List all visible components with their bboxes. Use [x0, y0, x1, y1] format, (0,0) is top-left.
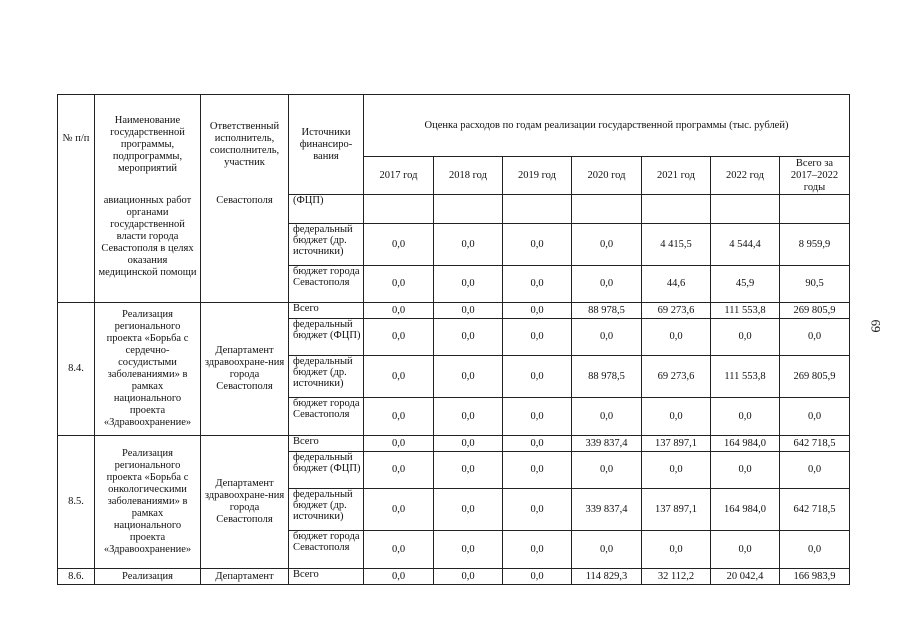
header-name: Наименование государственной программы, подпрограммы, мероприятий	[95, 95, 201, 195]
value-cell: 20 042,4	[711, 569, 780, 585]
value-cell: 0,0	[434, 452, 503, 489]
value-cell: 0,0	[434, 398, 503, 436]
value-cell: 0,0	[711, 452, 780, 489]
value-cell	[572, 195, 642, 224]
value-cell: 0,0	[434, 356, 503, 398]
value-cell	[503, 195, 572, 224]
header-year: 2017 год	[364, 157, 434, 195]
value-cell: 0,0	[364, 531, 434, 569]
value-cell: 642 718,5	[780, 489, 850, 531]
row-name: Реализация регионального проекта «Борьба с онкологическими заболеваниями» в рамках национального проекта «Здравоохранение»	[95, 436, 201, 569]
value-cell: 0,0	[642, 452, 711, 489]
page-number: 69	[868, 319, 884, 333]
header-year: 2018 год	[434, 157, 503, 195]
row-num: 8.5.	[58, 436, 95, 569]
row-num: 8.6.	[58, 569, 95, 585]
value-cell: 0,0	[780, 452, 850, 489]
source-label: бюджет города Севастополя	[289, 398, 364, 436]
value-cell: 88 978,5	[572, 356, 642, 398]
value-cell: 45,9	[711, 266, 780, 303]
header-source: Источники финансиро-вания	[289, 95, 364, 195]
value-cell: 0,0	[503, 303, 572, 319]
value-cell: 339 837,4	[572, 489, 642, 531]
value-cell	[642, 195, 711, 224]
value-cell: 164 984,0	[711, 489, 780, 531]
value-cell: 642 718,5	[780, 436, 850, 452]
source-label: бюджет города Севастополя	[289, 266, 364, 303]
value-cell	[780, 195, 850, 224]
value-cell: 0,0	[711, 319, 780, 356]
value-cell: 0,0	[434, 569, 503, 585]
value-cell: 0,0	[642, 531, 711, 569]
value-cell: 0,0	[780, 531, 850, 569]
row-name: авиационных работ органами государственной власти города Севастополя в целях оказания медицинской помощи	[95, 195, 201, 303]
value-cell: 0,0	[434, 224, 503, 266]
value-cell: 0,0	[642, 398, 711, 436]
row-exec: Севастополя	[201, 195, 289, 303]
value-cell	[434, 195, 503, 224]
source-label: Всего	[289, 303, 364, 319]
header-year: 2019 год	[503, 157, 572, 195]
value-cell: 0,0	[434, 303, 503, 319]
source-label: федеральный бюджет (ФЦП)	[289, 452, 364, 489]
value-cell: 166 983,9	[780, 569, 850, 585]
value-cell: 0,0	[642, 319, 711, 356]
header-year-total: Всего за 2017–2022 годы	[780, 157, 850, 195]
value-cell: 0,0	[434, 266, 503, 303]
value-cell: 0,0	[503, 356, 572, 398]
budget-table	[57, 94, 850, 585]
row-name: Реализация	[95, 569, 201, 585]
source-label: федеральный бюджет (ФЦП)	[289, 319, 364, 356]
value-cell: 8 959,9	[780, 224, 850, 266]
value-cell	[364, 195, 434, 224]
header-year: 2021 год	[642, 157, 711, 195]
value-cell: 69 273,6	[642, 303, 711, 319]
value-cell: 90,5	[780, 266, 850, 303]
value-cell: 111 553,8	[711, 303, 780, 319]
source-label: бюджет города Севастополя	[289, 531, 364, 569]
header-estimate: Оценка расходов по годам реализации государственной программы (тыс. рублей)	[364, 95, 850, 157]
row-name: Реализация регионального проекта «Борьба с сердечно-сосудистыми заболеваниями» в рамках национального проекта «Здравоохранение»	[95, 303, 201, 436]
value-cell: 0,0	[572, 224, 642, 266]
value-cell: 0,0	[503, 569, 572, 585]
value-cell: 0,0	[503, 319, 572, 356]
value-cell: 0,0	[572, 266, 642, 303]
value-cell: 0,0	[503, 452, 572, 489]
value-cell: 0,0	[364, 569, 434, 585]
value-cell: 69 273,6	[642, 356, 711, 398]
value-cell: 0,0	[364, 452, 434, 489]
value-cell: 339 837,4	[572, 436, 642, 452]
row-num	[58, 195, 95, 303]
header-exec: Ответственный исполнитель, соисполнитель, участник	[201, 95, 289, 195]
value-cell: 32 112,2	[642, 569, 711, 585]
value-cell: 137 897,1	[642, 489, 711, 531]
value-cell: 0,0	[503, 224, 572, 266]
value-cell: 0,0	[780, 319, 850, 356]
value-cell: 0,0	[572, 452, 642, 489]
value-cell: 0,0	[434, 319, 503, 356]
value-cell: 0,0	[364, 266, 434, 303]
value-cell: 0,0	[364, 303, 434, 319]
value-cell: 0,0	[572, 398, 642, 436]
value-cell: 4 415,5	[642, 224, 711, 266]
value-cell: 0,0	[434, 531, 503, 569]
source-label: федеральный бюджет (др. источники)	[289, 224, 364, 266]
value-cell: 0,0	[364, 398, 434, 436]
value-cell: 0,0	[364, 319, 434, 356]
value-cell: 0,0	[364, 436, 434, 452]
row-num: 8.4.	[58, 303, 95, 436]
source-label: федеральный бюджет (др. источники)	[289, 489, 364, 531]
value-cell: 269 805,9	[780, 303, 850, 319]
value-cell: 0,0	[780, 398, 850, 436]
value-cell: 0,0	[503, 531, 572, 569]
row-exec: Департамент здравоохране-ния города Севастополя	[201, 436, 289, 569]
value-cell: 111 553,8	[711, 356, 780, 398]
value-cell: 137 897,1	[642, 436, 711, 452]
source-label: (ФЦП)	[289, 195, 364, 224]
value-cell: 0,0	[364, 224, 434, 266]
value-cell: 0,0	[364, 489, 434, 531]
value-cell: 164 984,0	[711, 436, 780, 452]
value-cell: 4 544,4	[711, 224, 780, 266]
value-cell: 269 805,9	[780, 356, 850, 398]
value-cell: 0,0	[503, 436, 572, 452]
source-label: Всего	[289, 569, 364, 585]
value-cell: 0,0	[434, 436, 503, 452]
value-cell	[711, 195, 780, 224]
value-cell: 0,0	[711, 531, 780, 569]
value-cell: 88 978,5	[572, 303, 642, 319]
value-cell: 0,0	[572, 531, 642, 569]
source-label: Всего	[289, 436, 364, 452]
row-exec: Департамент здравоохране-ния города Севастополя	[201, 303, 289, 436]
value-cell: 114 829,3	[572, 569, 642, 585]
value-cell: 0,0	[711, 398, 780, 436]
value-cell: 0,0	[503, 489, 572, 531]
value-cell: 0,0	[364, 356, 434, 398]
value-cell: 0,0	[434, 489, 503, 531]
header-year: 2022 год	[711, 157, 780, 195]
value-cell: 0,0	[572, 319, 642, 356]
value-cell: 44,6	[642, 266, 711, 303]
header-year: 2020 год	[572, 157, 642, 195]
header-num: № п/п	[58, 95, 95, 195]
row-exec: Департамент	[201, 569, 289, 585]
value-cell: 0,0	[503, 266, 572, 303]
source-label: федеральный бюджет (др. источники)	[289, 356, 364, 398]
value-cell: 0,0	[503, 398, 572, 436]
